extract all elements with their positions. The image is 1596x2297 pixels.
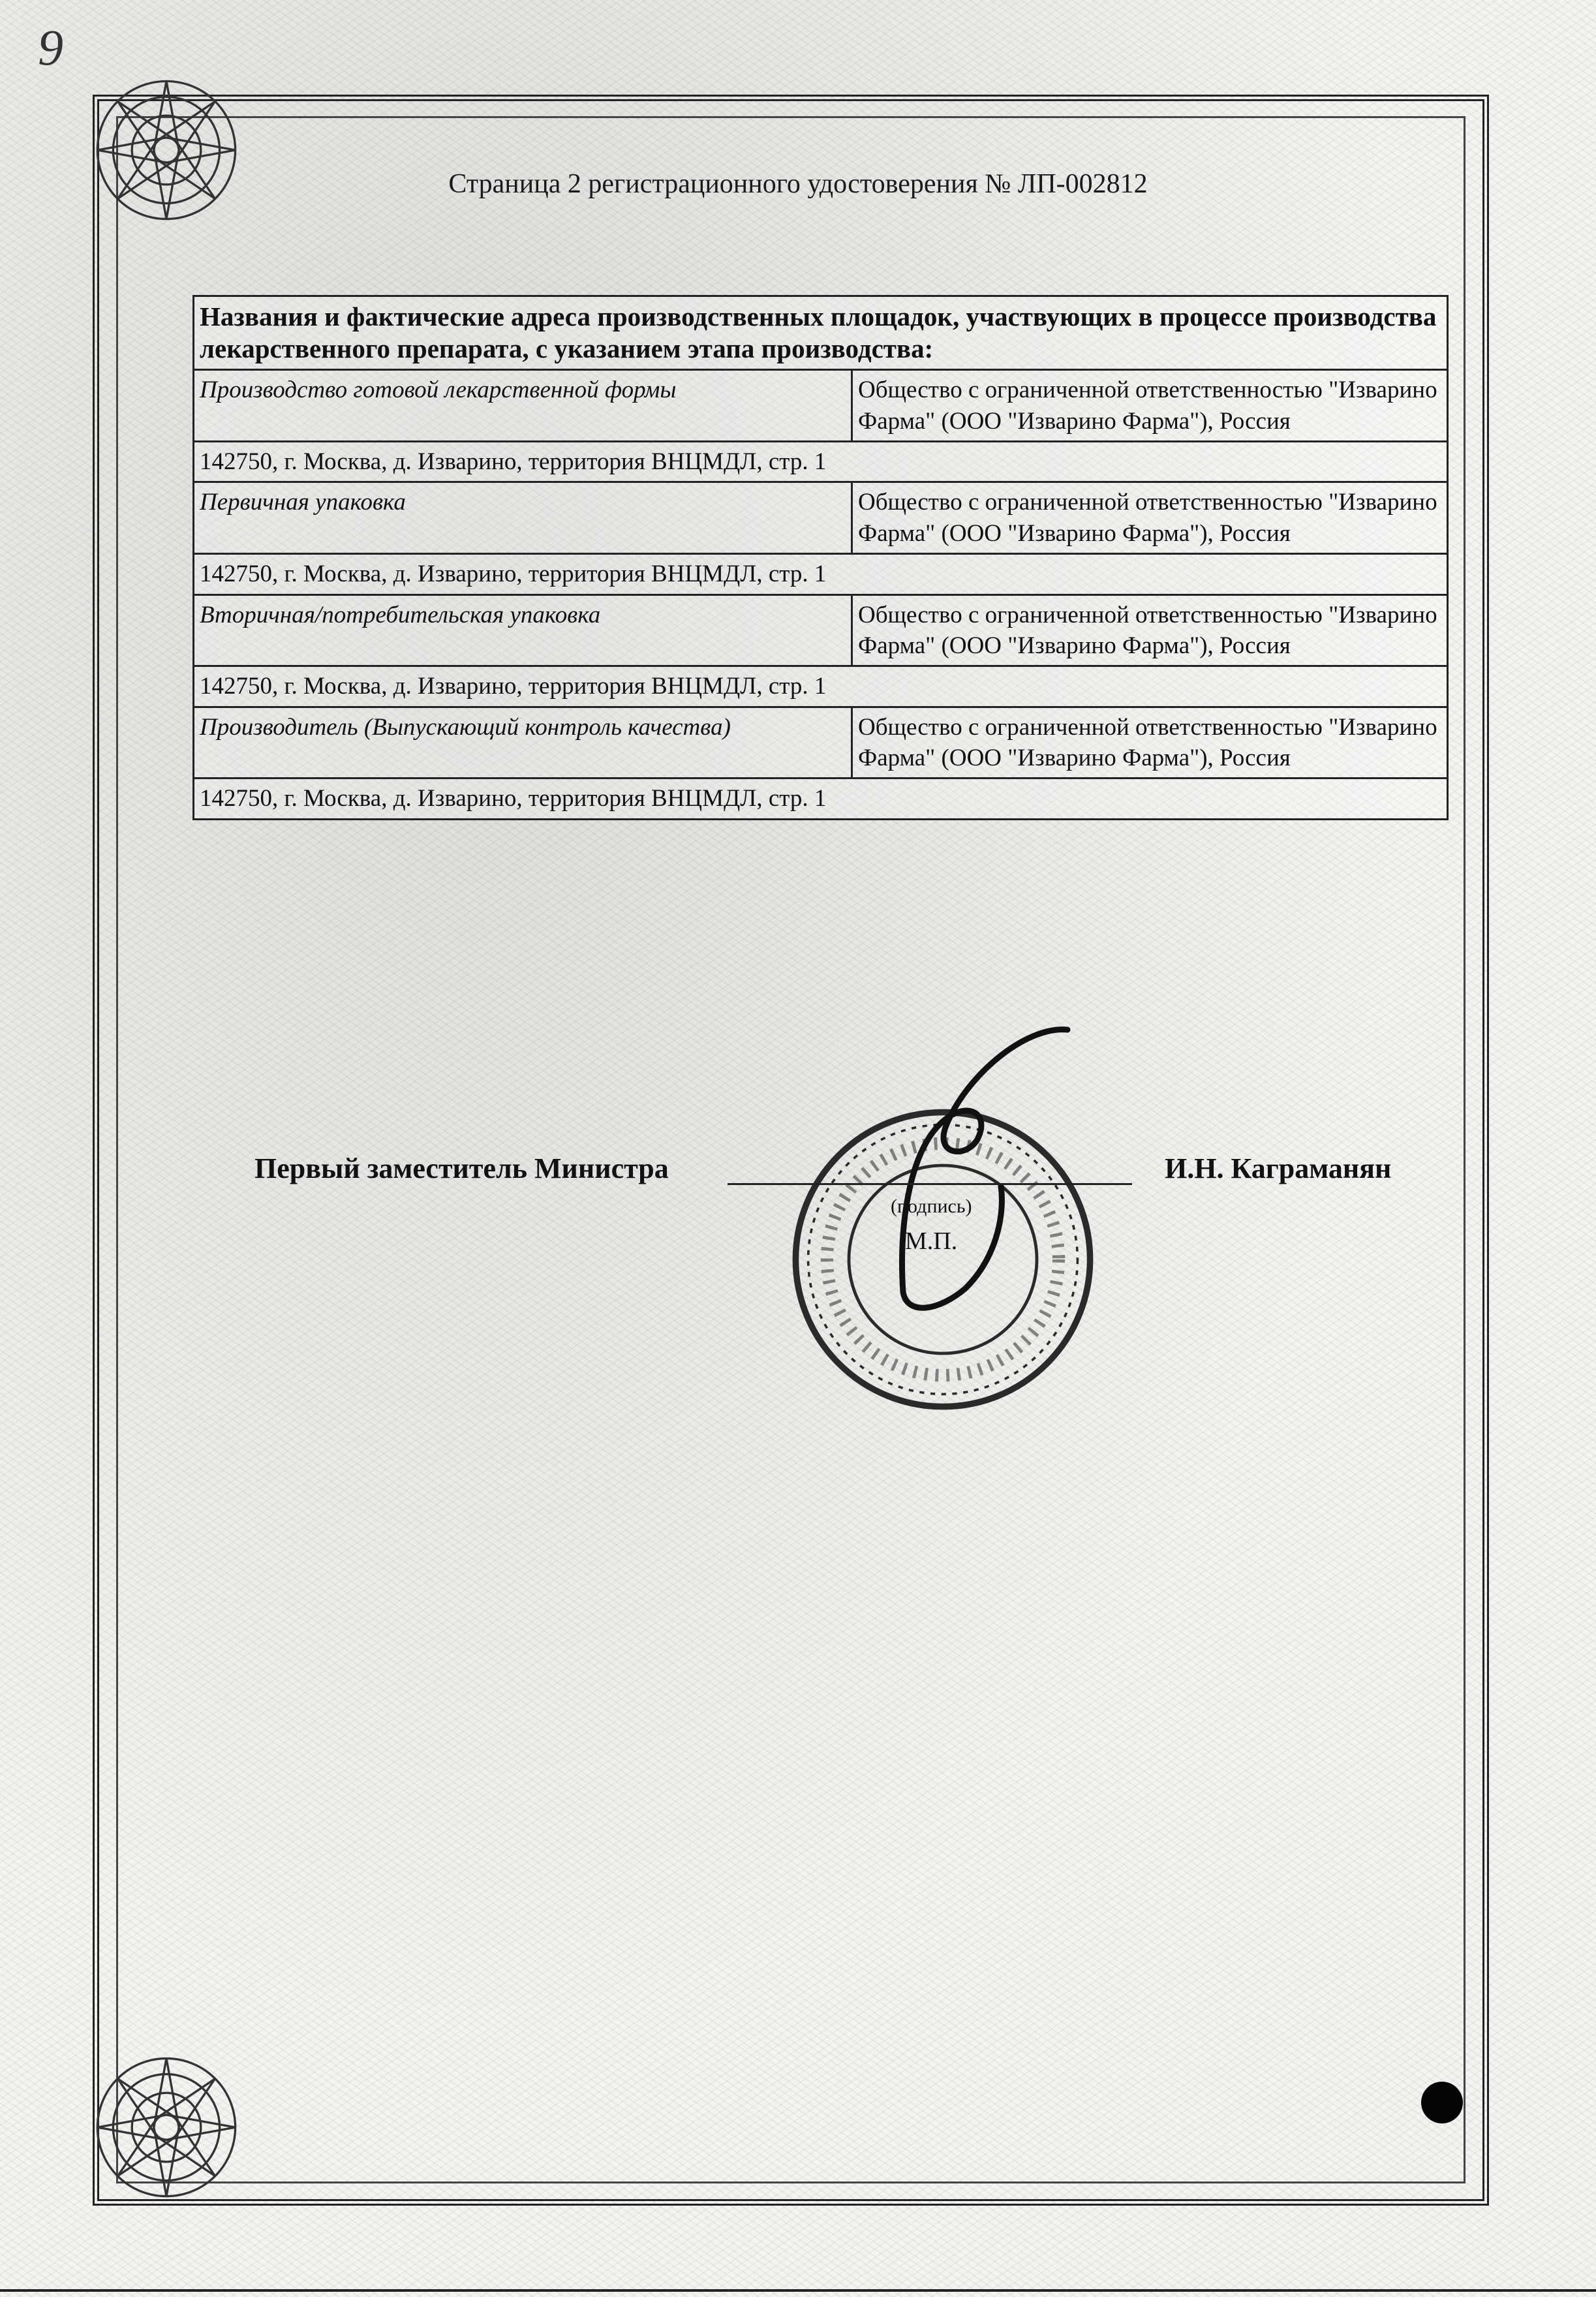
page-title: Страница 2 регистрационного удостоверения № ЛП-002812 [448,169,1148,199]
signature-block [0,1152,1596,1204]
stage-row [194,594,1448,666]
address-row [194,442,1448,482]
stage-row [194,482,1448,554]
stage-cell: Первичная упаковка [194,482,852,554]
signatory-name: И.Н. Каграманян [1165,1152,1392,1184]
signature-caption: (подпись) [891,1195,972,1217]
stamp-caption: М.П. [905,1227,958,1255]
address-cell: 142750, г. Москва, д. Изварино, территория ВНЦМДЛ, стр. 1 [194,442,1448,482]
stage-row [194,707,1448,779]
company-cell: Общество с ограниченной ответственностью "Изварино Фарма" (ООО "Изварино Фарма"), Россия [852,370,1448,442]
rosette-ornament-icon [88,2049,245,2206]
signature-line [728,1183,1132,1185]
address-cell: 142750, г. Москва, д. Изварино, территория ВНЦМДЛ, стр. 1 [194,779,1448,819]
table-heading: Названия и фактические адреса производственных площадок, участвующих в процессе производства лекарственного препарата, с указанием этапа производства: [194,296,1448,370]
address-row [194,554,1448,594]
company-cell: Общество с ограниченной ответственностью "Изварино Фарма" (ООО "Изварино Фарма"), Россия [852,594,1448,666]
company-cell: Общество с ограниченной ответственностью "Изварино Фарма" (ООО "Изварино Фарма"), Россия [852,707,1448,779]
stage-cell: Производитель (Выпускающий контроль качества) [194,707,852,779]
stage-cell: Производство готовой лекарственной формы [194,370,852,442]
address-row [194,666,1448,707]
company-cell: Общество с ограниченной ответственностью "Изварино Фарма" (ООО "Изварино Фарма"), Россия [852,482,1448,554]
production-sites-table [192,295,1449,820]
address-row [194,779,1448,819]
signatory-role: Первый заместитель Министра [254,1152,669,1184]
stage-row [194,370,1448,442]
bottom-edge-line [0,2289,1596,2292]
rosette-ornament-icon [88,72,245,228]
stage-cell: Вторичная/потребительская упаковка [194,594,852,666]
address-cell: 142750, г. Москва, д. Изварино, территория ВНЦМДЛ, стр. 1 [194,666,1448,707]
black-dot-icon [1421,2082,1463,2123]
address-cell: 142750, г. Москва, д. Изварино, территория ВНЦМДЛ, стр. 1 [194,554,1448,594]
table-header-row [194,296,1448,370]
handwritten-page-number: 9 [38,19,63,76]
